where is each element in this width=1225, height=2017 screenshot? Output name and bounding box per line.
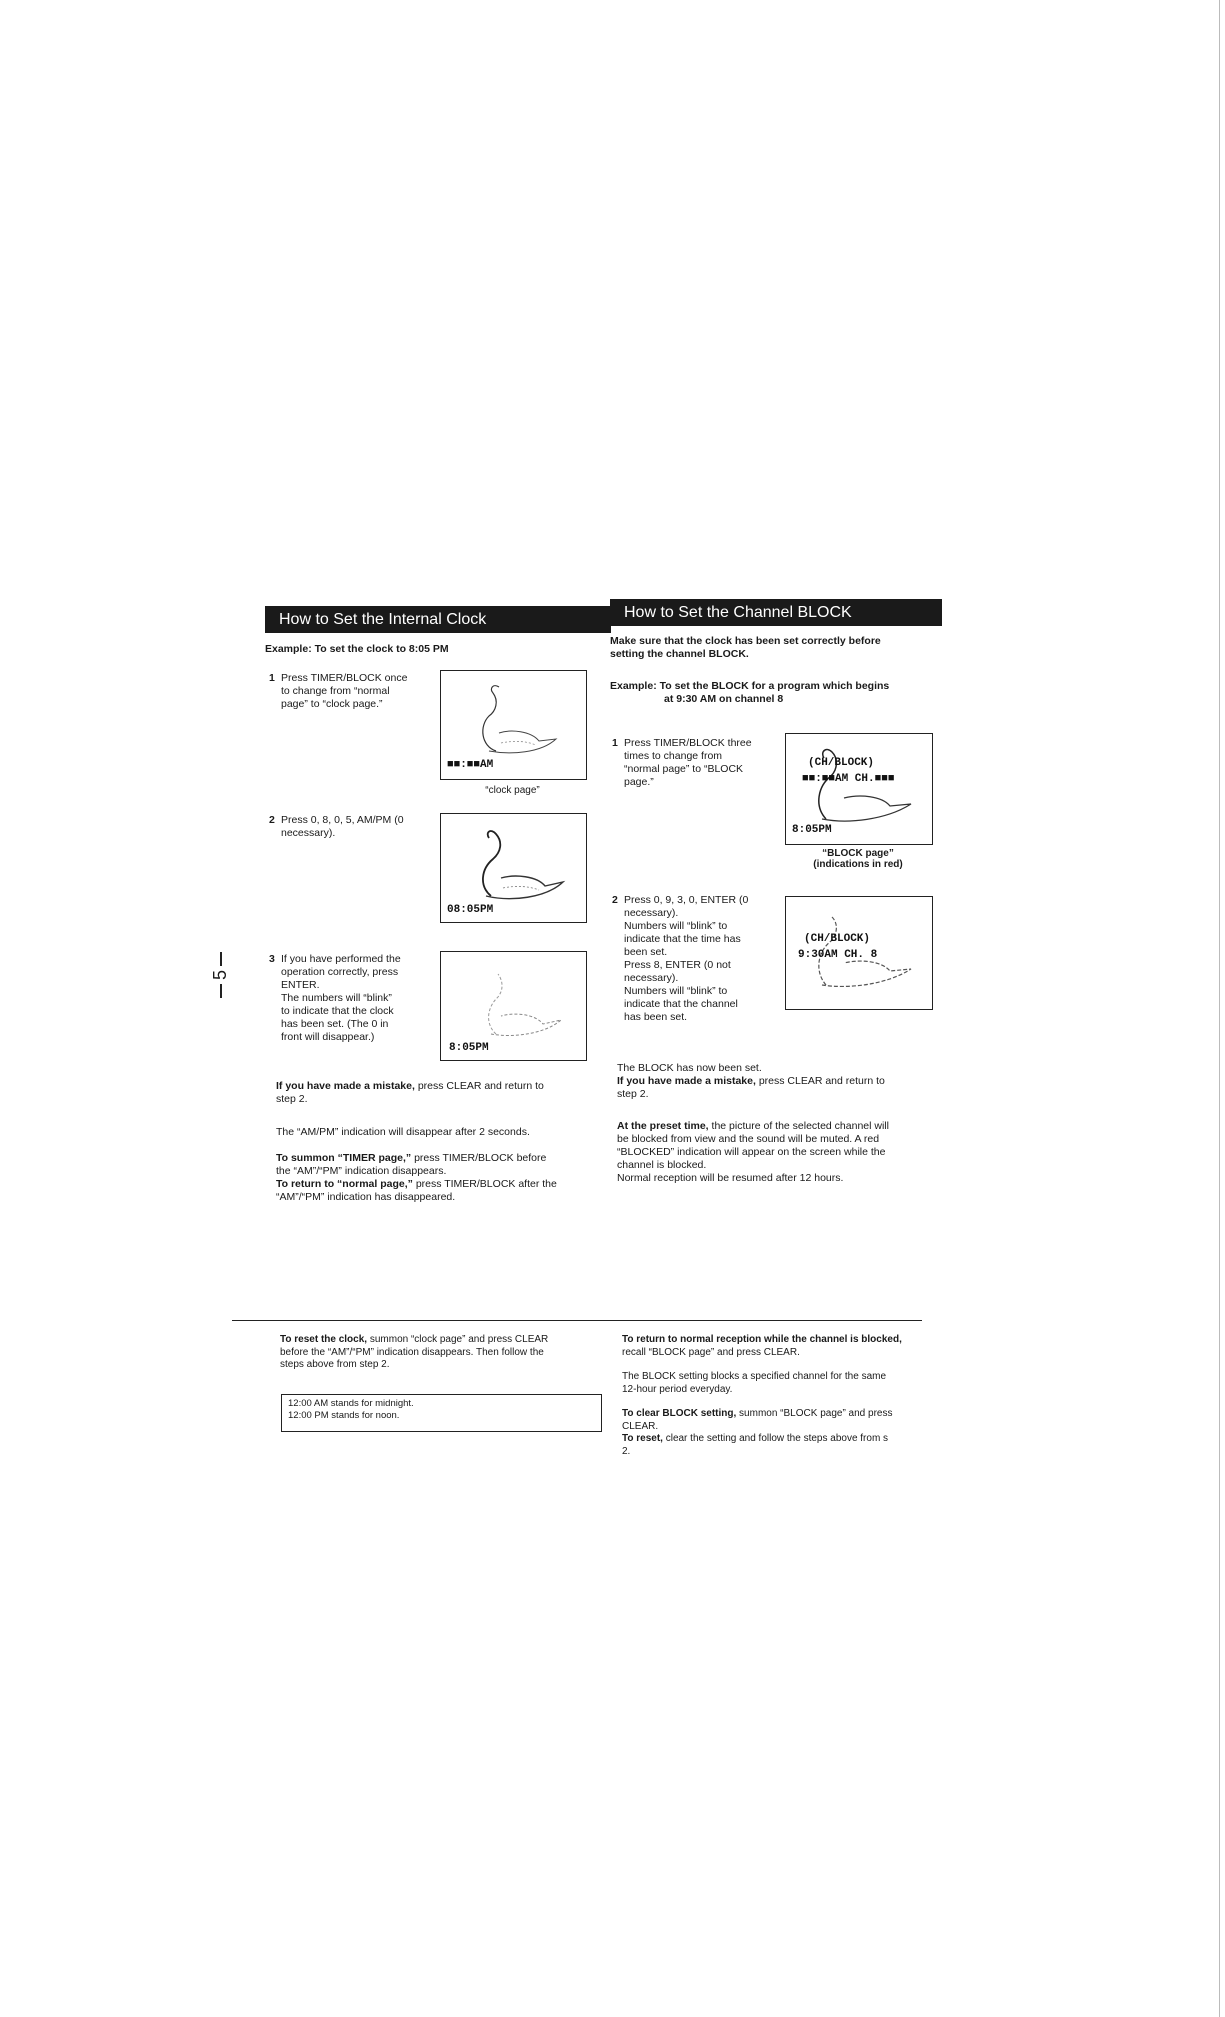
clock-set-screen [440,951,587,1061]
clock-entry-screen [440,813,587,923]
summon-timer-note: To summon “TIMER page,” press TIMER/BLOCK before the “AM”/“PM” indication disappears. To return to “normal page,” press TIMER/BLOCK after the “AM”/“PM” indication has disappeared. [276,1152,557,1203]
clear-block-note: To clear BLOCK setting, summon “BLOCK page” and press CLEAR. To reset, clear the setting and follow the steps above from s 2. [622,1408,893,1457]
block-page-caption: “BLOCK page” (indications in red) [813,848,903,870]
midnight-noon-note-box: 12:00 AM stands for midnight. 12:00 PM stands for noon. [281,1394,602,1432]
block-step-2: 2 Press 0, 9, 3, 0, ENTER (0 necessary). Numbers will “blink” to indicate that the time has been set. Press 8, ENTER (0 not necessary). Numbers will “blink” to indicate that the channel has been set. [612,894,749,1023]
block-example: Example: To set the BLOCK for a program which begins at 9:30 AM on channel 8 [610,680,890,705]
divider [232,1320,922,1321]
section-heading-internal-clock: How to Set the Internal Clock [265,606,611,633]
block-screen-line1: (CH/BLOCK) [808,757,875,769]
block-screen-line3: 8:05PM [792,824,832,836]
clock-page-screen [440,670,587,780]
section-heading-channel-block: How to Set the Channel BLOCK [610,599,942,626]
clock-mistake-note: If you have made a mistake, press CLEAR and return to step 2. [276,1080,544,1105]
scan-edge-line [1219,0,1220,2017]
block-set-line1: (CH/BLOCK) [804,933,871,945]
clock-step-3: 3 If you have performed the operation correctly, press ENTER. The numbers will “blink” to indicate that the clock has been set. (The 0 in front will disappear.) [269,953,401,1043]
clock-page-caption: “clock page” [485,785,540,796]
block-intro: Make sure that the clock has been set correctly before setting the channel BLOCK. [610,635,881,660]
block-step-1: 1 Press TIMER/BLOCK three times to change from “normal page” to “BLOCK page.” [612,737,752,788]
block-screen-line2: ■■:■■AM CH.■■■ [802,773,895,785]
clock-step-1: 1 Press TIMER/BLOCK once to change from “normal page” to “clock page.” [269,672,408,710]
daily-block-note: The BLOCK setting blocks a specified channel for the same 12-hour period everyday. [622,1371,887,1395]
page-number: 5 [210,952,231,998]
clock-example: Example: To set the clock to 8:05 PM [265,643,449,655]
return-normal-note: To return to normal reception while the channel is blocked, recall “BLOCK page” and press CLEAR. [622,1334,902,1358]
block-set-confirmation: The BLOCK has now been set. If you have made a mistake, press CLEAR and return to step 2. [617,1062,885,1100]
block-set-line2: 9:30AM CH. 8 [798,949,878,961]
preset-time-note: At the preset time, the picture of the selected channel will be blocked from view and the sound will be muted. A red “BLOCKED” indication will appear on the screen while the channel is blocked. Normal reception will be resumed after 12 hours. [617,1120,889,1184]
clock-set-time: 8:05PM [449,1042,489,1054]
clock-entry-time: 08:05PM [447,904,494,916]
clock-step-2: 2 Press 0, 8, 0, 5, AM/PM (0 necessary). [269,814,404,839]
block-page-screen [785,733,933,845]
reset-clock-note: To reset the clock, summon “clock page” and press CLEAR before the “AM”/“PM” indication disappears. Then follow the steps above from step 2. [280,1334,549,1370]
clock-screen-time: ■■:■■AM [447,759,494,771]
ampm-note: The “AM/PM” indication will disappear after 2 seconds. [276,1126,530,1138]
block-set-screen [785,896,933,1010]
